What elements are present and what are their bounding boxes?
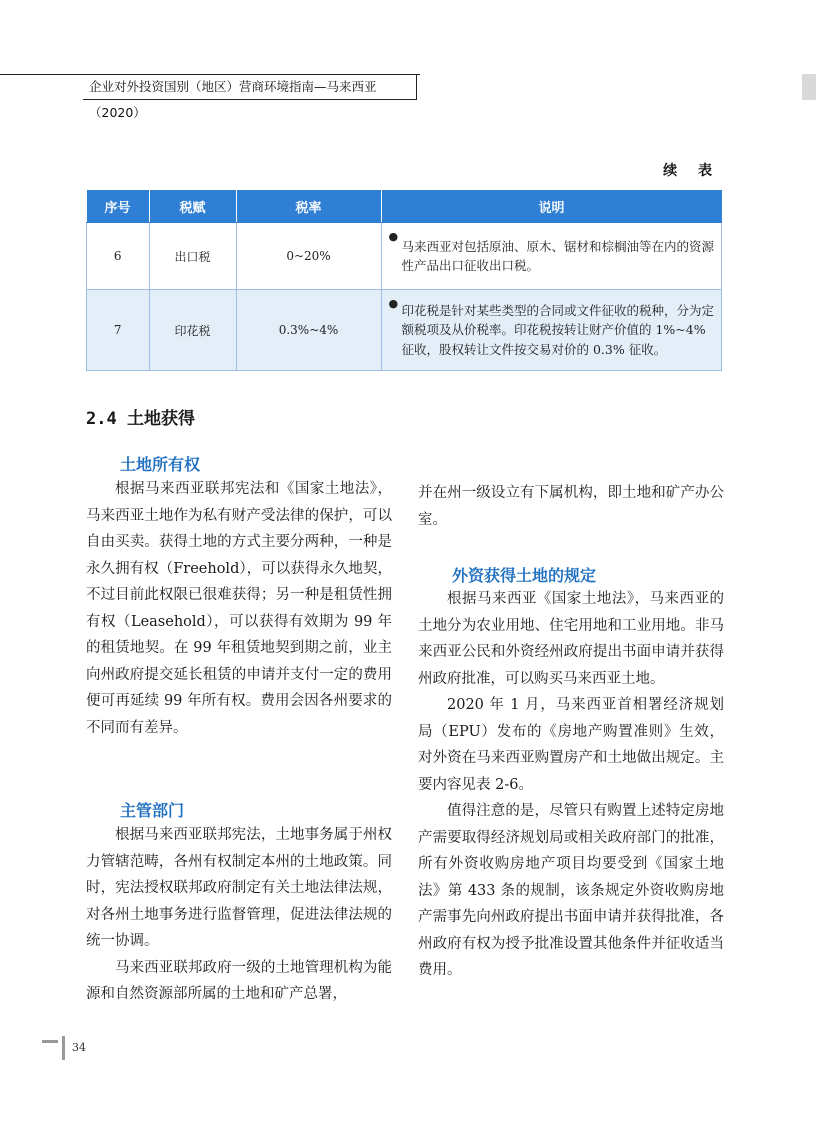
page-number: 34 bbox=[72, 1041, 86, 1054]
footer-ornament bbox=[62, 1036, 65, 1060]
paragraph: 根据马来西亚联邦宪法和《国家土地法》，马来西亚土地作为私有财产受法律的保护，可以自由买卖。获得土地的方式主要分两种，一种是永久拥有权（Freehold），可以获得永久地契，不过目前此权限已很难获得；另一种是租赁性拥有权（Leasehold），可以获得有效期为 99 年的租赁地契。在 99 年租赁地契到期之前，业主向州政府提交延长租赁的申请并支付一定的费用便可再延续 99 年所有权。费用会因各州要求的不同而有差异。 bbox=[86, 481, 392, 736]
left-column-block-1 bbox=[86, 476, 392, 741]
desc-text: 印花税是针对某些类型的合同或文件征收的税种，分为定额税项及从价税率。印花税按转让财产价值的 1%~4% 征收，股权转让文件按交易对价的 0.3% 征收。 bbox=[401, 302, 715, 357]
cell-tax: 出口税 bbox=[149, 223, 236, 290]
col-header-tax: 税赋 bbox=[149, 190, 236, 223]
cell-tax: 印花税 bbox=[149, 290, 236, 371]
bullet: ● bbox=[388, 230, 399, 243]
paragraph: 并在州一级设立有下属机构，即土地和矿产办公室。 bbox=[418, 485, 724, 528]
subheading-authority: 主管部门 bbox=[120, 801, 185, 820]
edge-tab-marker bbox=[802, 74, 816, 100]
table-row bbox=[87, 223, 722, 290]
running-header: 企业对外投资国别（地区）营商环境指南—马来西亚（2020） bbox=[83, 74, 417, 100]
cell-desc bbox=[381, 223, 722, 290]
cell-no: 6 bbox=[87, 223, 150, 290]
table-row bbox=[87, 290, 722, 371]
right-column-block-1 bbox=[418, 480, 724, 533]
paragraph: 根据马来西亚联邦宪法，土地事务属于州权力管辖范畴，各州有权制定本州的土地政策。同时，宪法授权联邦政府制定有关土地法律法规，对各州土地事务进行监督管理，促进法律法规的统一协调。 bbox=[86, 827, 392, 949]
left-column-block-2 bbox=[86, 822, 392, 1008]
paragraph: 2020 年 1 月，马来西亚首相署经济规划局（EPU）发布的《房地产购置准则》生效，对外资在马来西亚购置房产和土地做出规定。主要内容见表 2-6。 bbox=[418, 697, 724, 793]
paragraph: 值得注意的是，尽管只有购置上述特定房地产需要取得经济规划局或相关政府部门的批准，所有外资收购房地产项目均要受到《国家土地法》第 433 条的规制，该条规定外资收购房地产需事先向州政府提出书面申请并获得批准，各州政府有权为授予批准设置其他条件并征收适当费用。 bbox=[418, 803, 724, 978]
cell-no: 7 bbox=[87, 290, 150, 371]
bullet: ● bbox=[388, 297, 399, 310]
paragraph: 根据马来西亚《国家土地法》，马来西亚的土地分为农业用地、住宅用地和工业用地。非马来西亚公民和外资经州政府提出书面申请并获得州政府批准，可以购买马来西亚土地。 bbox=[418, 591, 724, 687]
paragraph: 马来西亚联邦政府一级的土地管理机构为能源和自然资源部所属的土地和矿产总署， bbox=[86, 959, 392, 1002]
subheading-foreign-land: 外资获得土地的规定 bbox=[452, 566, 597, 585]
tax-table bbox=[86, 190, 722, 371]
col-header-rate: 税率 bbox=[236, 190, 381, 223]
subheading-land-ownership: 土地所有权 bbox=[120, 455, 201, 474]
section-heading: 2.4 土地获得 bbox=[86, 409, 195, 429]
col-header-no: 序号 bbox=[87, 190, 150, 223]
table-continued-label: 续 表 bbox=[663, 163, 720, 179]
right-column-block-2 bbox=[418, 586, 724, 984]
footer-ornament bbox=[42, 1040, 58, 1043]
desc-text: 马来西亚对包括原油、原木、锯材和棕榈油等在内的资源性产品出口征收出口税。 bbox=[401, 238, 715, 273]
col-header-desc: 说明 bbox=[381, 190, 722, 223]
cell-desc bbox=[381, 290, 722, 371]
cell-rate: 0.3%~4% bbox=[236, 290, 381, 371]
cell-rate: 0~20% bbox=[236, 223, 381, 290]
